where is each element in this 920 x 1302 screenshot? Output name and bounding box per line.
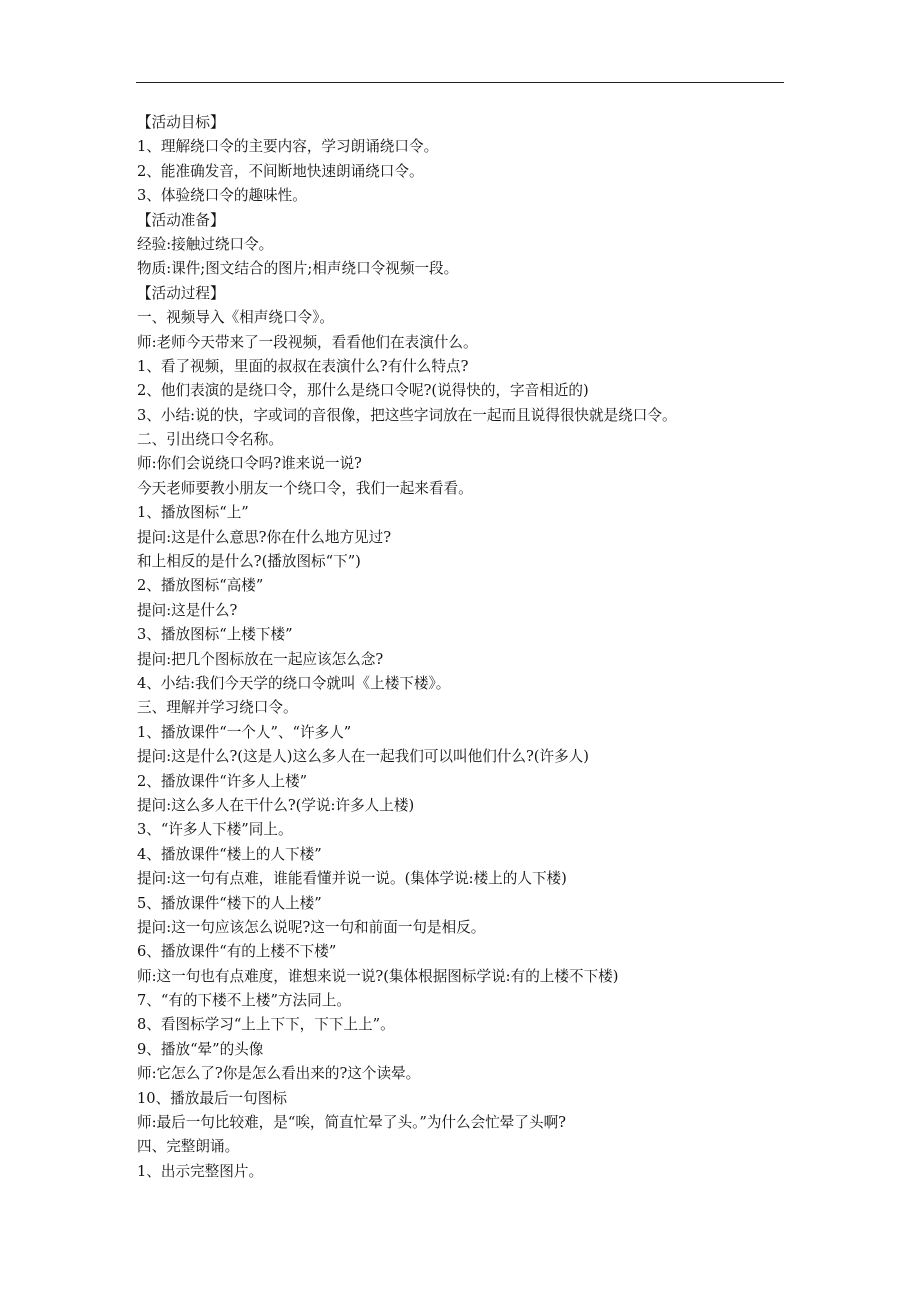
text-line: 今天老师要教小朋友一个绕口令，我们一起来看看。 [137,479,473,497]
text-line: 提问:这一句应该怎么说呢?这一句和前面一句是相反。 [137,918,486,936]
text-line: 师:老师今天带来了一段视频，看看他们在表演什么。 [137,333,478,351]
text-line: 3、体验绕口令的趣味性。 [137,187,307,205]
text-line: 1、出示完整图片。 [137,1162,264,1180]
text-line: 10、播放最后一句图标 [137,1089,287,1107]
text-line: 一、视频导入《相声绕口令》。 [137,309,335,327]
text-line: 8、看图标学习“上上下下，下下上上”。 [137,1016,395,1034]
text-line: 1、播放图标“上” [137,504,249,522]
text-line: 4、播放课件“楼上的人下楼” [137,845,322,863]
text-line: 2、播放课件“许多人上楼” [137,772,308,790]
text-line: 【活动目标】 [137,114,225,131]
text-line: 和上相反的是什么?(播放图标“下”) [137,553,361,571]
text-line: 师:这一句也有点难度，谁想来说一说?(集体根据图标学说:有的上楼不下楼) [137,967,619,985]
text-line: 1、播放课件“一个人”、“许多人” [137,723,352,741]
text-line: 提问:这是什么?(这是人)这么多人在一起我们可以叫他们什么?(许多人) [137,748,589,766]
text-line: 3、播放图标“上楼下楼” [137,626,293,644]
text-line: 9、播放“晕”的头像 [137,1040,264,1058]
text-line: 四、完整朗诵。 [137,1138,240,1156]
text-line: 提问:这是什么? [137,601,238,619]
document-body [137,111,797,1184]
text-line: 师:你们会说绕口令吗?谁来说一说? [137,455,362,473]
text-line: 1、理解绕口令的主要内容，学习朗诵绕口令。 [137,138,439,156]
text-line: 【活动准备】 [137,211,225,229]
text-line: 【活动过程】 [137,284,225,302]
header-rule [136,82,784,83]
text-line: 经验:接触过绕口令。 [137,235,274,253]
text-line: 3、小结:说的快，字或词的音很像，把这些字词放在一起而且说得很快就是绕口令。 [137,406,677,424]
text-line: 1、看了视频，里面的叔叔在表演什么?有什么特点? [137,357,469,375]
text-line: 提问:把几个图标放在一起应该怎么念? [137,650,384,668]
text-line: 3、“许多人下楼”同上。 [137,821,293,839]
text-line: 2、播放图标“高楼” [137,577,264,595]
text-line: 5、播放课件“楼下的人上楼” [137,894,322,912]
text-line: 三、理解并学习绕口令。 [137,699,298,717]
text-line: 提问:这么多人在干什么?(学说:许多人上楼) [137,796,415,814]
text-line: 二、引出绕口令名称。 [137,431,283,449]
text-line: 7、“有的下楼不上楼”方法同上。 [137,992,351,1010]
text-line: 2、他们表演的是绕口令，那什么是绕口令呢?(说得快的，字音相近的) [137,382,589,400]
text-line: 物质:课件;图文结合的图片;相声绕口令视频一段。 [137,260,459,278]
text-line: 师:它怎么了?你是怎么看出来的?这个读晕。 [137,1065,421,1083]
text-line: 提问:这一句有点难，谁能看懂并说一说。(集体学说:楼上的人下楼) [137,870,567,888]
text-line: 4、小结:我们今天学的绕口令就叫《上楼下楼》。 [137,674,451,692]
text-line: 提问:这是什么意思?你在什么地方见过? [137,528,392,546]
text-line: 6、播放课件“有的上楼不下楼” [137,943,337,961]
text-line: 师:最后一句比较难，是“唉，简直忙晕了头。”为什么会忙晕了头啊? [137,1114,566,1132]
text-line: 2、能准确发音，不间断地快速朗诵绕口令。 [137,162,424,180]
